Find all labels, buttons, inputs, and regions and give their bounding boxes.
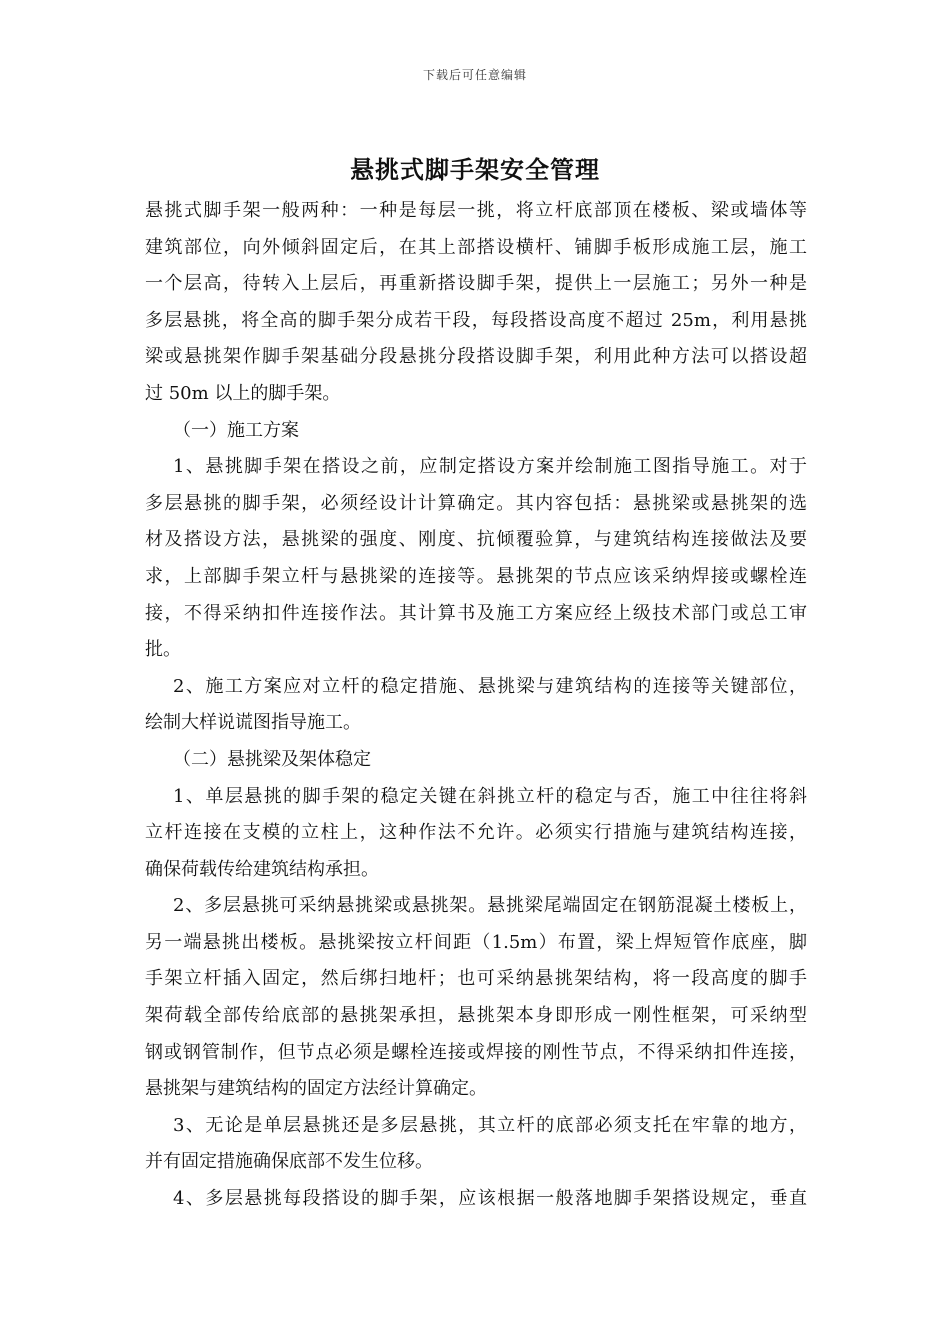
section-heading: （一）施工方案 (173, 419, 299, 441)
document-title: 悬挑式脚手架安全管理 (350, 155, 600, 184)
paragraph-line: 并有固定措施确保底部不发生位移。 (145, 1151, 433, 1173)
paragraph-line: 多层悬挑，将全高的脚手架分成若干段，每段搭设高度不超过 25m，利用悬挑 (145, 309, 807, 331)
paragraph-line: 过 50m 以上的脚手架。 (145, 382, 341, 404)
paragraph-line: 1、单层悬挑的脚手架的稳定关键在斜挑立杆的稳定与否，施工中往往将斜 (173, 785, 807, 807)
page-header: 下载后可任意编辑 (422, 68, 527, 82)
paragraph-line: 2、多层悬挑可采纳悬挑梁或悬挑架。悬挑梁尾端固定在钢筋混凝土楼板上， (173, 895, 807, 917)
paragraph-line: 批。 (145, 639, 181, 661)
paragraph-line: 求，上部脚手架立杆与悬挑梁的连接等。悬挑架的节点应该采纳焊接或螺栓连 (145, 565, 807, 587)
paragraph-line: 悬挑架与建筑结构的固定方法经计算确定。 (145, 1078, 487, 1100)
paragraph-line: 接，不得采纳扣件连接作法。其计算书及施工方案应经上级技术部门或总工审 (145, 602, 807, 624)
paragraph-line: 钢或钢管制作，但节点必须是螺栓连接或焊接的刚性节点，不得采纳扣件连接， (145, 1041, 807, 1063)
paragraph-line: 材及搭设方法，悬挑梁的强度、刚度、抗倾覆验算，与建筑结构连接做法及要 (145, 529, 807, 551)
document-body (145, 193, 807, 1218)
paragraph-line: 建筑部位，向外倾斜固定后，在其上部搭设横杆、铺脚手板形成施工层，施工 (145, 236, 807, 258)
paragraph-line: 梁或悬挑架作脚手架基础分段悬挑分段搭设脚手架，利用此种方法可以搭设超 (145, 346, 807, 368)
paragraph-line: 另一端悬挑出楼板。悬挑梁按立杆间距（1.5m）布置，梁上焊短管作底座，脚 (145, 931, 807, 953)
paragraph-line: 1、悬挑脚手架在搭设之前，应制定搭设方案并绘制施工图指导施工。对于 (173, 456, 807, 478)
paragraph-line: 手架立杆插入固定，然后绑扫地杆；也可采纳悬挑架结构，将一段高度的脚手 (145, 968, 807, 990)
section-heading: （二）悬挑梁及架体稳定 (173, 748, 371, 770)
paragraph-line: 多层悬挑的脚手架，必须经设计计算确定。其内容包括：悬挑梁或悬挑架的选 (145, 492, 807, 514)
paragraph-line: 绘制大样说谎图指导施工。 (145, 712, 361, 734)
paragraph-line: 确保荷载传给建筑结构承担。 (145, 858, 379, 880)
paragraph-line: 一个层高，待转入上层后，再重新搭设脚手架，提供上一层施工；另外一种是 (145, 273, 807, 295)
paragraph-line: 4、多层悬挑每段搭设的脚手架，应该根据一般落地脚手架搭设规定，垂直 (173, 1188, 807, 1210)
paragraph-line: 2、施工方案应对立杆的稳定措施、悬挑梁与建筑结构的连接等关键部位， (173, 675, 807, 697)
paragraph-line: 悬挑式脚手架一般两种：一种是每层一挑，将立杆底部顶在楼板、梁或墙体等 (145, 200, 807, 221)
paragraph-line: 架荷载全部传给底部的悬挑架承担，悬挑架本身即形成一刚性框架，可采纳型 (145, 1005, 807, 1027)
paragraph-line: 3、无论是单层悬挑还是多层悬挑，其立杆的底部必须支托在牢靠的地方， (173, 1114, 807, 1136)
paragraph-line: 立杆连接在支模的立柱上，这种作法不允许。必须实行措施与建筑结构连接， (145, 822, 807, 844)
